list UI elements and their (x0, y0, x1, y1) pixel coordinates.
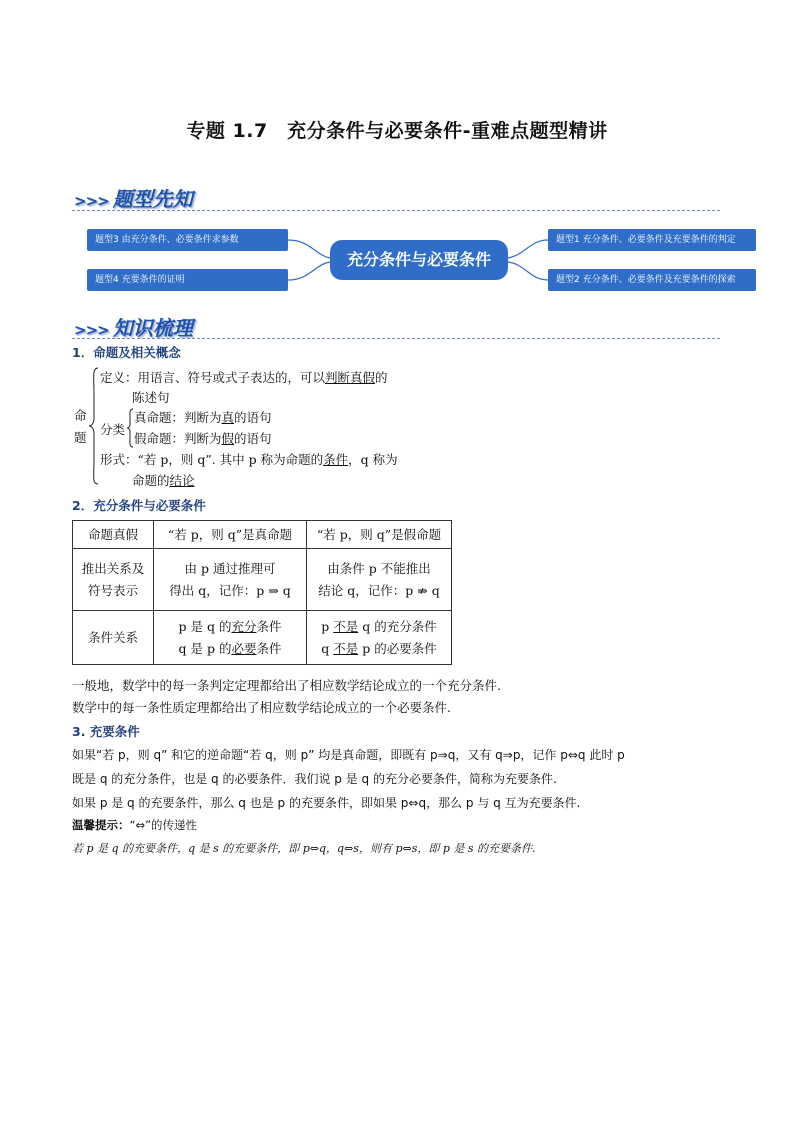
table-cell: “若 p，则 q”是真命题 (154, 521, 307, 549)
form-line: 形式：“若 p，则 q”. 其中 p 称为命题的条件，q 称为 (100, 452, 398, 467)
small-brace-icon (126, 408, 134, 448)
table-cell: 由条件 p 不能推出 结论 q，记作：p ⇏ q (307, 549, 452, 611)
table-row (73, 521, 452, 549)
paragraph: 数学中的每一条性质定理都给出了相应数学结论成立的一个必要条件. (72, 700, 451, 715)
paragraph: 既是 q 的充分条件，也是 q 的必要条件．我们说 p 是 q 的充分必要条件，简称为充要条件. (72, 772, 557, 786)
arrows-icon: >>> (74, 321, 109, 339)
table-row (73, 611, 452, 665)
definition-line: 定义：用语言、符号或式子表达的，可以判断真假的 (100, 370, 388, 385)
arrows-icon: >>> (74, 192, 109, 210)
table-row (73, 549, 452, 611)
connector-line (288, 262, 330, 280)
table-cell: 命题真假 (73, 521, 154, 549)
paragraph: 一般地，数学中的每一条判定定理都给出了相应数学结论成立的一个充分条件. (72, 678, 501, 693)
connector-line (508, 240, 548, 258)
page-title: 专题 1.7 充分条件与必要条件-重难点题型精讲 (186, 120, 608, 142)
paragraph: 如果“若 p，则 q” 和它的逆命题“若 q，则 p” 均是真命题，即既有 p⇒q，又有 q⇒p，记作 p⇔q 此时 p (72, 748, 625, 762)
side-char: 题 (74, 430, 87, 445)
table-cell: p 不是 q 的充分条件 q 不是 p 的必要条件 (307, 611, 452, 665)
section-heading-1: 1．命题及相关概念 (72, 345, 181, 360)
divider (72, 338, 720, 339)
banner-knowledge (74, 312, 193, 341)
banner-text: 题型先知 (112, 187, 193, 211)
connector-line (288, 240, 330, 258)
mindmap-node-type2: 题型2 充分条件、必要条件及充要条件的探索 (548, 269, 756, 291)
condition-table (72, 520, 452, 665)
classification-label: 分类 (100, 422, 126, 437)
table-cell: p 是 q 的充分条件 q 是 p 的必要条件 (154, 611, 307, 665)
mindmap-node-type4: 题型4 充要条件的证明 (87, 269, 288, 291)
table-cell: 推出关系及 符号表示 (73, 549, 154, 611)
true-proposition: 真命题：判断为真的语句 (134, 410, 272, 425)
definition-line-2: 陈述句 (132, 390, 170, 405)
mindmap-node-type1: 题型1 充分条件、必要条件及充要条件的判定 (548, 229, 756, 251)
table-cell: “若 p，则 q”是假命题 (307, 521, 452, 549)
false-proposition: 假命题：判断为假的语句 (134, 431, 272, 446)
side-char: 命 (74, 408, 87, 423)
section-heading-2: 2．充分条件与必要条件 (72, 498, 206, 513)
table-cell: 由 p 通过推理可 得出 q，记作：p ⇒ q (154, 549, 307, 611)
big-brace-icon (88, 366, 100, 486)
tip-body: 若 p 是 q 的充要条件，q 是 s 的充要条件，即 p⇔q，q⇔s，则有 p⇔s，即 p 是 s 的充要条件. (72, 842, 536, 855)
paragraph: 如果 p 是 q 的充要条件，那么 q 也是 p 的充要条件，即如果 p⇔q，那么 p 与 q 互为充要条件. (72, 796, 581, 810)
mindmap-center: 充分条件与必要条件 (330, 240, 508, 280)
banner-text: 知识梳理 (112, 316, 193, 340)
table-cell: 条件关系 (73, 611, 154, 665)
section-heading-3: 3. 充要条件 (72, 724, 140, 739)
mindmap-node-type3: 题型3 由充分条件、必要条件求参数 (87, 229, 288, 251)
tip-label: 温馨提示： (72, 818, 130, 832)
tip-line: 温馨提示：“⇔”的传递性 (72, 818, 198, 832)
connector-line (508, 262, 548, 280)
form-line-2: 命题的结论 (132, 473, 195, 488)
